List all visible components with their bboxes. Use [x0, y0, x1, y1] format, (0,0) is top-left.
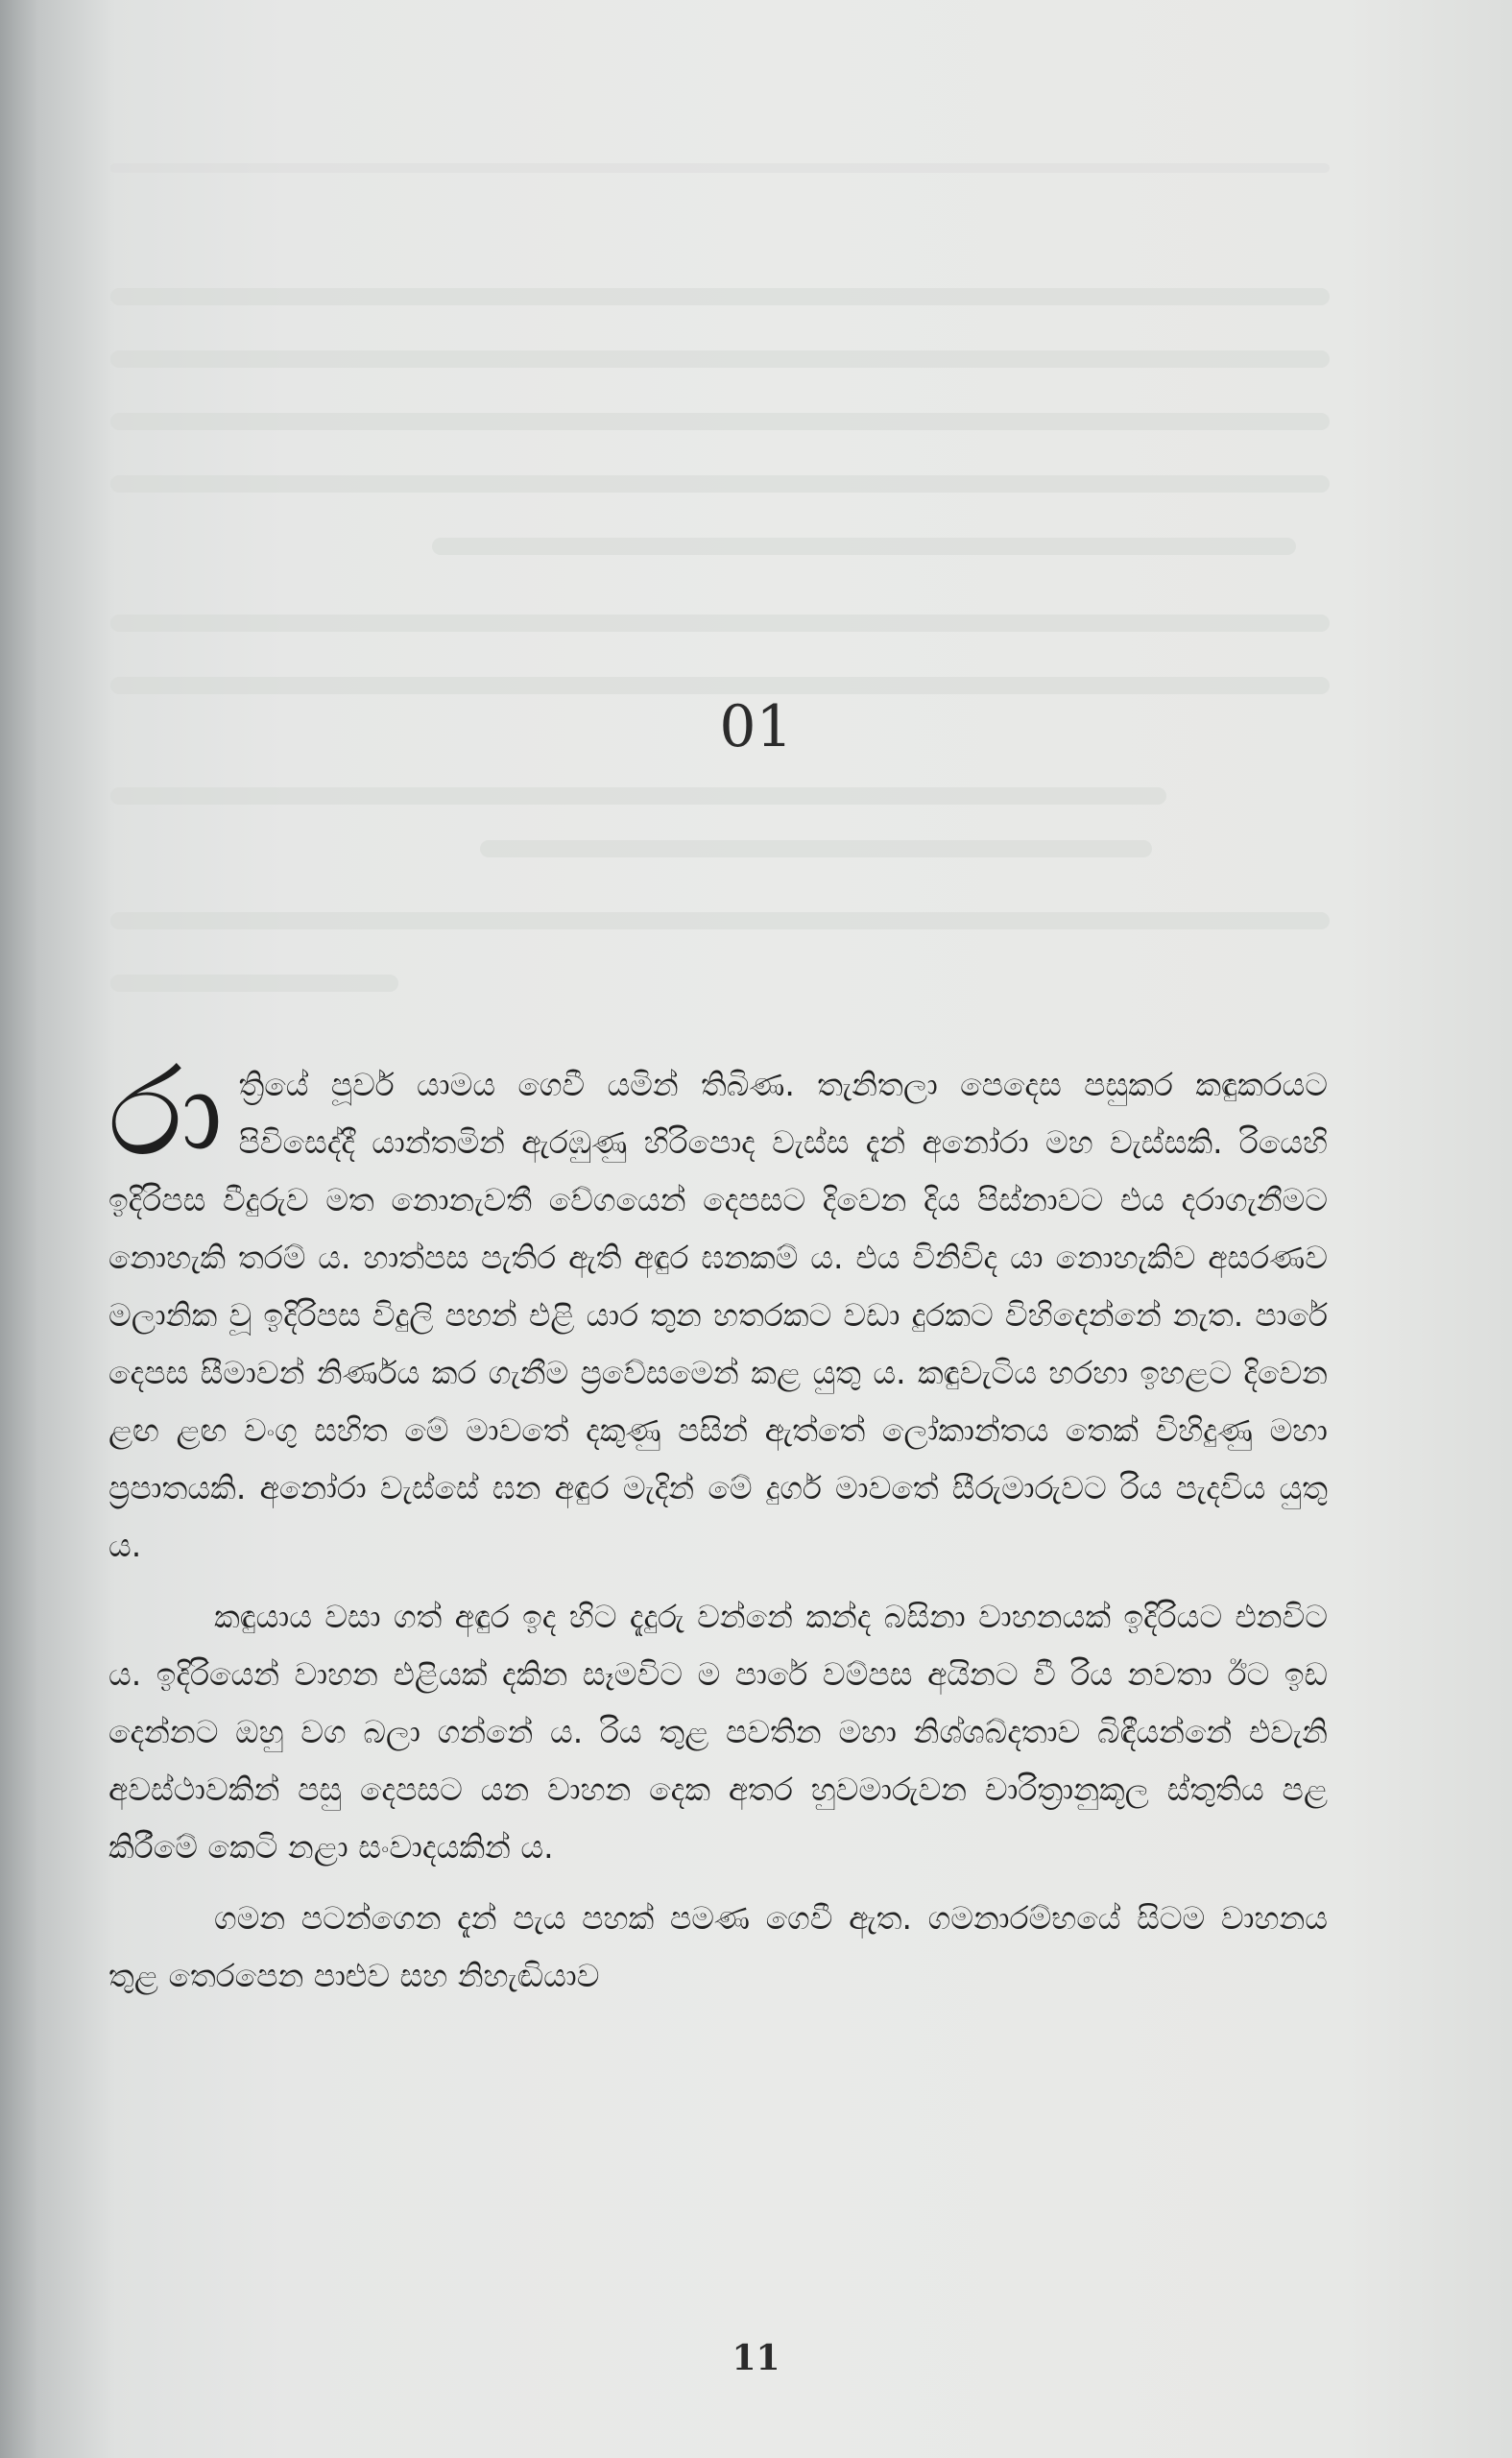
show-through-line — [110, 475, 1330, 493]
page-number: 11 — [732, 2338, 780, 2378]
show-through-line — [110, 677, 1330, 694]
show-through-line — [110, 350, 1330, 368]
show-through-line — [432, 538, 1296, 555]
paragraph-1 — [108, 1041, 1328, 1575]
chapter-body — [108, 1041, 1328, 2018]
paragraph-1-text: ත්‍රියේ පූර්ව යාමය ගෙවී යමින් තිබිණ. තැනිතලා පෙදෙස පසුකර කඳුකරයට පිවිසෙද්දී යාන්තමින් ඇරඹුණු හිරිපොද වැස්ස දැන් අනෝරා මහ වැස්සකි. රියෙහි ඉදිරිපස වීදුරුව මත නොනැවතී වේගයෙන් දෙපසට දිවෙන දිය පිස්නාවට එය දරාගැනීමට නොහැකි තරම් ය. හාත්පස පැතිර ඇති අඳුර ඝනකම් ය. එය විනිවිද යා නොහැකිව අසරණව මලානික වූ ඉදිරිපස විදුලි පහන් එළි යාර තුන හතරකට වඩා දුරකට විහිදෙන්නේ නැත. පාරේ දෙපස සීමාවන් නිර්ණය කර ගැනීම ප්‍රවේසමෙන් කළ යුතු ය. කඳුවැටිය හරහා ඉහළට දිවෙන ළඟ ළඟ වංගු සහිත මේ මාවතේ දකුණු පසින් ඇත්තේ ලෝකාන්තය තෙක් විහිදුණු මහා ප්‍රපාතයකි. අනෝරා වැස්සේ ඝන අඳුර මැදින් මේ දුර්ග මාවතේ සීරුමාරුවට රිය පැදවිය යුතු ය. — [108, 1066, 1328, 1564]
show-through-line — [110, 413, 1330, 430]
show-through-line — [110, 787, 1166, 805]
show-through-line — [110, 163, 1330, 173]
drop-cap: රා — [108, 1041, 224, 1184]
paragraph-3: ගමන පටන්ගෙන දැන් පැය පහක් පමණ ගෙවී ඇත. ගමනාරම්භයේ සිටම වාහනය තුළ තෙරපෙන පාළුව සහ නිහැඬියාව — [108, 1899, 1328, 1994]
show-through-line — [110, 614, 1330, 632]
chapter-number: 01 — [719, 693, 793, 760]
show-through-line — [110, 912, 1330, 929]
show-through-line — [480, 840, 1152, 857]
show-through-line — [110, 975, 398, 992]
paragraph-2: කඳුයාය වසා ගත් අඳුර ඉද හිට දැදුරු වන්නේ කන්ද බසිනා වාහනයක් ඉදිරියට එනවිට ය. ඉදිරියෙන් වාහන එළියක් දකින සෑමවිට ම පාරේ වම්පස අයිනට වී රිය නවතා ඊට ඉඩ දෙන්නට ඔහු වග බලා ගන්නේ ය. රිය තුළ පවතින මහා නිශ්ශබ්දතාව බිඳීයන්නේ එවැනි අවස්ථාවකින් පසු දෙපසට යන වාහන දෙක අතර හුවමාරුවන චාරිත්‍රානුකූල ස්තුතිය පළ කිරීමේ කෙටි නළා සංවාදයකින් ය. — [108, 1598, 1328, 1866]
show-through-line — [110, 288, 1330, 305]
